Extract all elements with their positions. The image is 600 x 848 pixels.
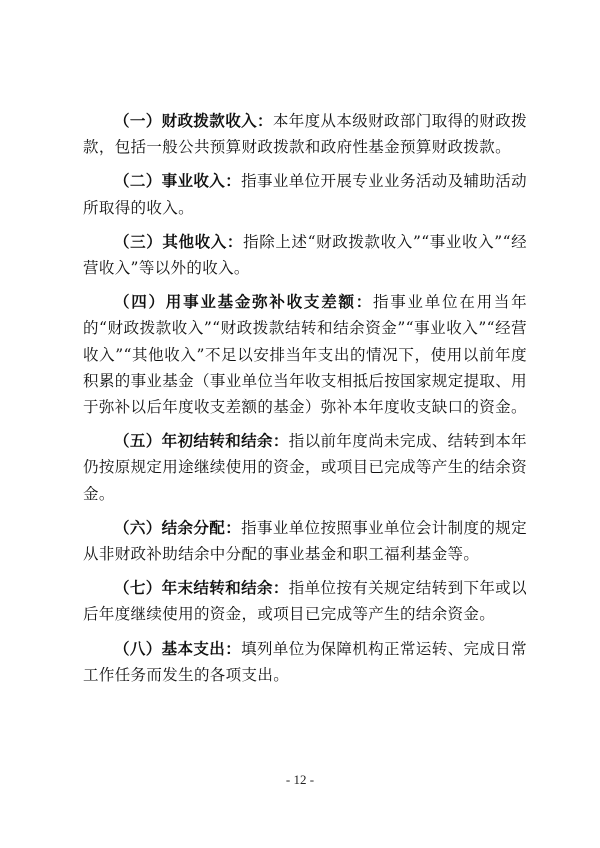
definition-text: 本年度从本级财政部门取得的财政拨款，包括一般公共预算财政拨款和政府性基金预算财政拨款。 xyxy=(83,112,527,157)
term-label: （六）结余分配： xyxy=(114,517,242,537)
document-body xyxy=(83,108,527,696)
definition-text: 指事业单位在用当年的“财政拨款收入”“财政拨款结转和结余资金”“事业收入”“经营收入”“其他收入”不足以安排当年支出的情况下，使用以前年度积累的事业基金（事业单位当年收支相抵后按国家规定提取、用于弥补以后年度收支差额的基金）弥补本年度收支缺口的资金。 xyxy=(83,293,527,417)
term-label: （三）其他收入： xyxy=(114,231,244,251)
term-label: （四）用事业基金弥补收支差额： xyxy=(114,292,373,312)
term-label: （五）年初结转和结余： xyxy=(114,431,289,451)
paragraph-fiscal-appropriation-income xyxy=(83,108,527,160)
term-label: （二）事业收入： xyxy=(114,171,242,191)
definition-text: 指单位按有关规定结转到下年或以后年度继续使用的资金，或项目已完成等产生的结余资金。 xyxy=(83,579,527,624)
paragraph-closing-carryover xyxy=(83,575,527,627)
term-label: （七）年末结转和结余： xyxy=(114,578,289,598)
definition-text: 指除上述“财政拨款收入”“事业收入”“经营收入”等以外的收入。 xyxy=(83,232,527,278)
definition-text: 指事业单位按照事业单位会计制度的规定从非财政补助结余中分配的事业基金和职工福利基金等。 xyxy=(83,518,527,564)
definition-text: 指以前年度尚未完成、结转到本年仍按原规定用途继续使用的资金，或项目已完成等产生的结余资金。 xyxy=(83,432,527,503)
paragraph-business-income xyxy=(83,168,527,220)
paragraph-surplus-distribution xyxy=(83,515,527,567)
paragraph-other-income xyxy=(83,229,527,281)
definition-text: 填列单位为保障机构正常运转、完成日常工作任务而发生的各项支出。 xyxy=(83,639,527,684)
page-number: - 12 - xyxy=(285,772,315,787)
term-label: （八）基本支出： xyxy=(114,638,242,658)
paragraph-business-fund-deficit xyxy=(83,289,527,420)
definition-text: 指事业单位开展专业业务活动及辅助活动所取得的收入。 xyxy=(83,172,527,217)
term-label: （一）财政拨款收入： xyxy=(114,111,273,130)
paragraph-opening-carryover xyxy=(83,428,527,507)
paragraph-basic-expenditure xyxy=(83,636,527,688)
